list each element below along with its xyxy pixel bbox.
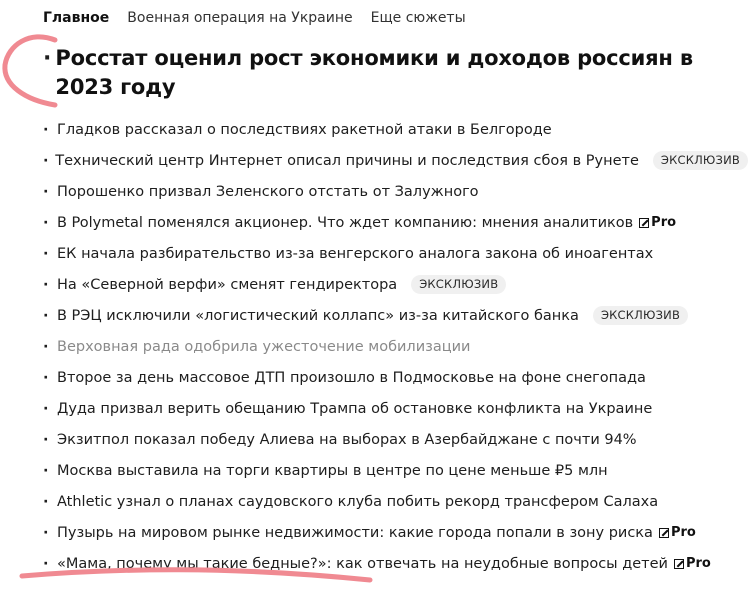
bullet-icon: · <box>43 276 49 293</box>
bullet-icon: · <box>43 46 52 71</box>
news-item <box>43 269 748 300</box>
bullet-icon: · <box>43 245 49 262</box>
news-headline-link[interactable]: В Polymetal поменялся акционер. Что ждет компанию: мнения аналитиков <box>57 214 634 231</box>
pro-badge <box>674 556 711 571</box>
news-headline-link[interactable]: Порошенко призвал Зеленского отстать от Залужного <box>57 183 479 200</box>
news-item <box>43 114 748 145</box>
news-item <box>43 548 748 579</box>
news-item <box>43 300 748 331</box>
news-headline-link[interactable]: Гладков рассказал о последствиях ракетной атаки в Белгороде <box>57 121 552 138</box>
bullet-icon: · <box>43 462 49 479</box>
news-item <box>43 393 748 424</box>
bullet-icon: · <box>43 183 49 200</box>
bullet-icon: · <box>43 152 49 169</box>
lead-story-title[interactable]: Росстат оценил рост экономики и доходов россиян в 2023 году <box>55 46 693 99</box>
exclusive-badge: ЭКСКЛЮЗИВ <box>411 275 506 294</box>
news-headline-link[interactable]: ЕК начала разбирательство из-за венгерского аналога закона об иноагентах <box>57 245 654 262</box>
news-headline-link[interactable]: Athletic узнал о планах саудовского клуба побить рекорд трансфером Салаха <box>57 493 659 510</box>
bullet-icon: · <box>43 369 49 386</box>
news-headline-link[interactable]: Москва выставила на торги квартиры в центре по цене меньше ₽5 млн <box>57 462 608 479</box>
news-item <box>43 486 748 517</box>
pro-label: Pro <box>685 556 711 571</box>
lead-story <box>43 44 733 102</box>
news-item <box>43 331 748 362</box>
news-headline-link[interactable]: Технический центр Интернет описал причины и последствия сбоя в Рунете <box>55 152 639 169</box>
news-headline-link[interactable]: Второе за день массовое ДТП произошло в Подмосковье на фоне снегопада <box>57 369 646 386</box>
news-item <box>43 145 748 176</box>
news-item <box>43 517 748 548</box>
news-headline-link[interactable]: «Мама, почему мы такие бедные?»: как отвечать на неудобные вопросы детей <box>57 555 668 572</box>
bullet-icon: · <box>43 431 49 448</box>
news-item <box>43 455 748 486</box>
bullet-icon: · <box>43 400 49 417</box>
tab-main[interactable]: Главное <box>43 10 110 26</box>
pro-label: Pro <box>651 215 677 230</box>
bullet-icon: · <box>43 307 49 324</box>
news-item <box>43 424 748 455</box>
pro-icon <box>659 528 669 538</box>
news-headline-link[interactable]: В РЭЦ исключили «логистический коллапс» из-за китайского банка <box>57 307 579 324</box>
bullet-icon: · <box>43 555 49 572</box>
news-headline-link[interactable]: Верховная рада одобрила ужесточение мобилизации <box>57 338 471 355</box>
pro-label: Pro <box>670 525 696 540</box>
bullet-icon: · <box>43 338 49 355</box>
news-headline-link[interactable]: Экзитпол показал победу Алиева на выборах в Азербайджане с почти 94% <box>57 431 637 448</box>
tab-military-operation[interactable]: Военная операция на Украине <box>127 10 353 26</box>
pro-badge <box>639 215 676 230</box>
pro-badge <box>659 525 696 540</box>
bullet-icon: · <box>43 493 49 510</box>
news-item <box>43 238 748 269</box>
news-headline-link[interactable]: Пузырь на мировом рынке недвижимости: какие города попали в зону риска <box>57 524 653 541</box>
news-item <box>43 176 748 207</box>
exclusive-badge: ЭКСКЛЮЗИВ <box>653 151 748 170</box>
pro-icon <box>674 559 684 569</box>
bullet-icon: · <box>43 214 49 231</box>
news-headline-link[interactable]: Дуда призвал верить обещанию Трампа об остановке конфликта на Украине <box>57 400 653 417</box>
pro-icon <box>639 218 649 228</box>
news-headline-link[interactable]: На «Северной верфи» сменят гендиректора <box>57 276 398 293</box>
bullet-icon: · <box>43 524 49 541</box>
news-item <box>43 207 748 238</box>
bullet-icon: · <box>43 121 49 138</box>
exclusive-badge: ЭКСКЛЮЗИВ <box>593 306 688 325</box>
tab-more-stories[interactable]: Еще сюжеты <box>370 10 466 26</box>
news-list <box>43 114 748 579</box>
news-item <box>43 362 748 393</box>
top-nav <box>43 8 466 28</box>
